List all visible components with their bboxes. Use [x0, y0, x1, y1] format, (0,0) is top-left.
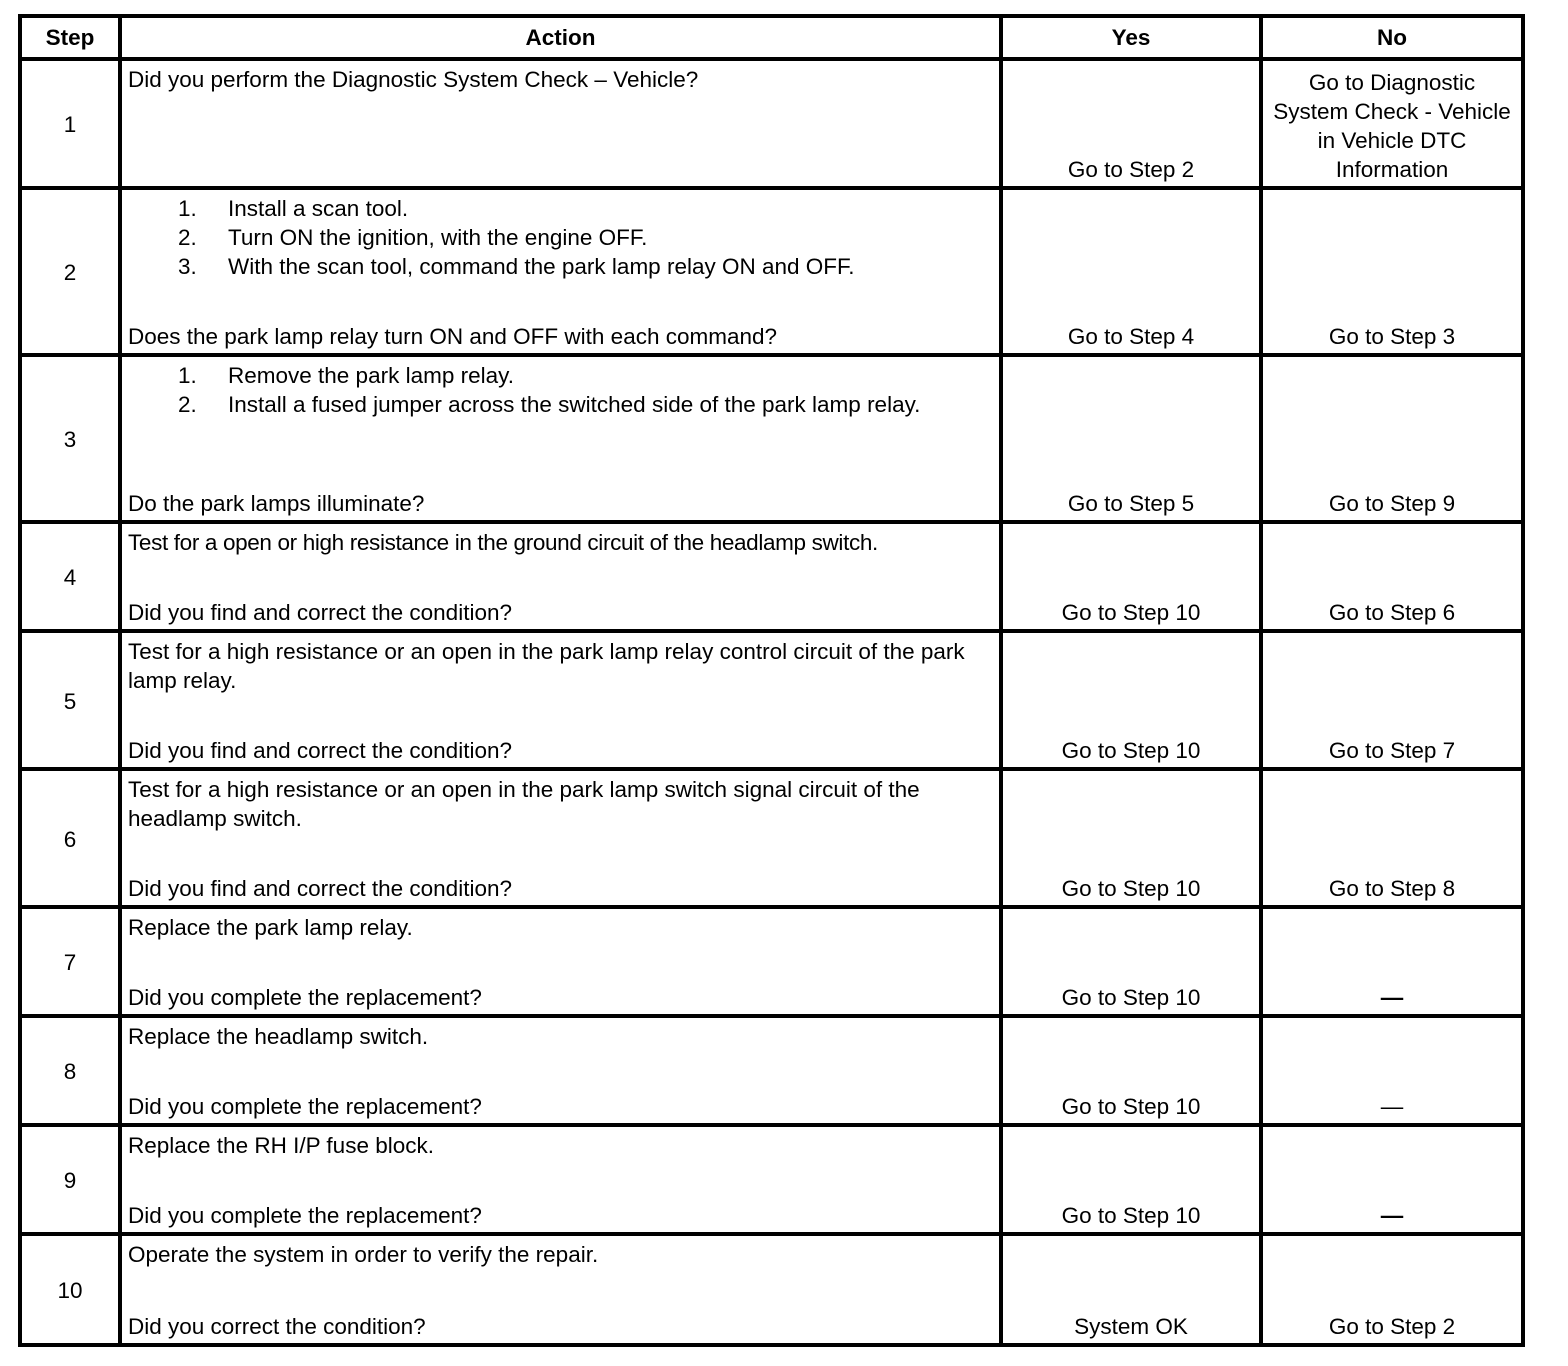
- step-number: 8: [20, 1016, 120, 1125]
- action-cell: [120, 59, 1001, 188]
- action-cell: [120, 355, 1001, 522]
- action-question: Did you complete the replacement?: [128, 1094, 482, 1119]
- yes-result: Go to Step 10: [1001, 522, 1261, 631]
- action-text: Operate the system in order to verify the repair.: [128, 1242, 599, 1267]
- table-row: [20, 1016, 1523, 1125]
- substep-list: [128, 194, 993, 281]
- action-cell: [120, 1016, 1001, 1125]
- action-question: Did you find and correct the condition?: [128, 600, 512, 625]
- action-text: Replace the park lamp relay.: [128, 915, 413, 940]
- table-row: [20, 355, 1523, 522]
- table-row: [20, 522, 1523, 631]
- no-result: Go to Step 7: [1261, 631, 1523, 769]
- step-number: 1: [20, 59, 120, 188]
- action-cell: [120, 769, 1001, 907]
- step-number: 5: [20, 631, 120, 769]
- header-yes: Yes: [1001, 16, 1261, 59]
- substep: 2. Turn ON the ignition, with the engine OFF.: [178, 225, 648, 250]
- action-text: Replace the headlamp switch.: [128, 1024, 429, 1049]
- diagnostic-table: [18, 14, 1525, 1347]
- step-number: 6: [20, 769, 120, 907]
- yes-result: Go to Step 10: [1001, 769, 1261, 907]
- header-step: Step: [20, 16, 120, 59]
- action-text: Test for a open or high resistance in the ground circuit of the headlamp switch.: [128, 530, 878, 555]
- yes-result: Go to Step 10: [1001, 631, 1261, 769]
- no-result: [1261, 1016, 1523, 1125]
- action-question: Did you find and correct the condition?: [128, 738, 512, 763]
- table-row: [20, 769, 1523, 907]
- step-number: 4: [20, 522, 120, 631]
- substep: 2. Install a fused jumper across the switched side of the park lamp relay.: [178, 392, 921, 417]
- table-row: [20, 59, 1523, 188]
- table-row: [20, 1234, 1523, 1345]
- table-row: [20, 631, 1523, 769]
- no-result: Go to Step 8: [1261, 769, 1523, 907]
- header-action: Action: [120, 16, 1001, 59]
- em-dash: —: [1380, 985, 1404, 1010]
- action-cell: [120, 1125, 1001, 1234]
- step-number: 7: [20, 907, 120, 1016]
- no-result: Go to Step 6: [1261, 522, 1523, 631]
- action-question: Do the park lamps illuminate?: [128, 491, 425, 516]
- action-text: Did you perform the Diagnostic System Check – Vehicle?: [128, 67, 699, 92]
- action-question: Did you correct the condition?: [128, 1314, 426, 1339]
- substep: 1. Remove the park lamp relay.: [178, 363, 514, 388]
- substep: 3. With the scan tool, command the park lamp relay ON and OFF.: [178, 254, 855, 279]
- yes-result: Go to Step 10: [1001, 1016, 1261, 1125]
- yes-result: Go to Step 4: [1001, 188, 1261, 355]
- yes-result: Go to Step 10: [1001, 907, 1261, 1016]
- action-cell: [120, 907, 1001, 1016]
- em-dash: —: [1380, 1094, 1404, 1119]
- step-number: 2: [20, 188, 120, 355]
- step-number: 3: [20, 355, 120, 522]
- substep-list: [128, 361, 993, 419]
- no-result: Go to Step 2: [1261, 1234, 1523, 1345]
- action-cell: [120, 188, 1001, 355]
- header-row: [20, 16, 1523, 59]
- action-cell: [120, 522, 1001, 631]
- action-question: Did you complete the replacement?: [128, 1203, 482, 1228]
- action-cell: [120, 1234, 1001, 1345]
- no-result: Go to Step 9: [1261, 355, 1523, 522]
- yes-result: Go to Step 2: [1001, 59, 1261, 188]
- action-text: Test for a high resistance or an open in the park lamp relay control circuit of the park lamp relay.: [128, 639, 965, 693]
- no-result: Go to Diagnostic System Check - Vehicle in Vehicle DTC Information: [1261, 59, 1523, 188]
- action-question: Did you find and correct the condition?: [128, 876, 512, 901]
- yes-result: Go to Step 5: [1001, 355, 1261, 522]
- action-cell: [120, 631, 1001, 769]
- table-row: [20, 1125, 1523, 1234]
- step-number: 10: [20, 1234, 120, 1345]
- no-result: Go to Step 3: [1261, 188, 1523, 355]
- substep: 1. Install a scan tool.: [178, 196, 409, 221]
- no-result: [1261, 1125, 1523, 1234]
- action-text: Replace the RH I/P fuse block.: [128, 1133, 434, 1158]
- action-text: Test for a high resistance or an open in the park lamp switch signal circuit of the headlamp switch.: [128, 777, 920, 831]
- action-question: Does the park lamp relay turn ON and OFF with each command?: [128, 324, 778, 349]
- yes-result: System OK: [1001, 1234, 1261, 1345]
- header-no: No: [1261, 16, 1523, 59]
- step-number: 9: [20, 1125, 120, 1234]
- yes-result: Go to Step 10: [1001, 1125, 1261, 1234]
- table-row: [20, 188, 1523, 355]
- table-row: [20, 907, 1523, 1016]
- action-question: Did you complete the replacement?: [128, 985, 482, 1010]
- no-result: [1261, 907, 1523, 1016]
- em-dash: —: [1380, 1203, 1404, 1228]
